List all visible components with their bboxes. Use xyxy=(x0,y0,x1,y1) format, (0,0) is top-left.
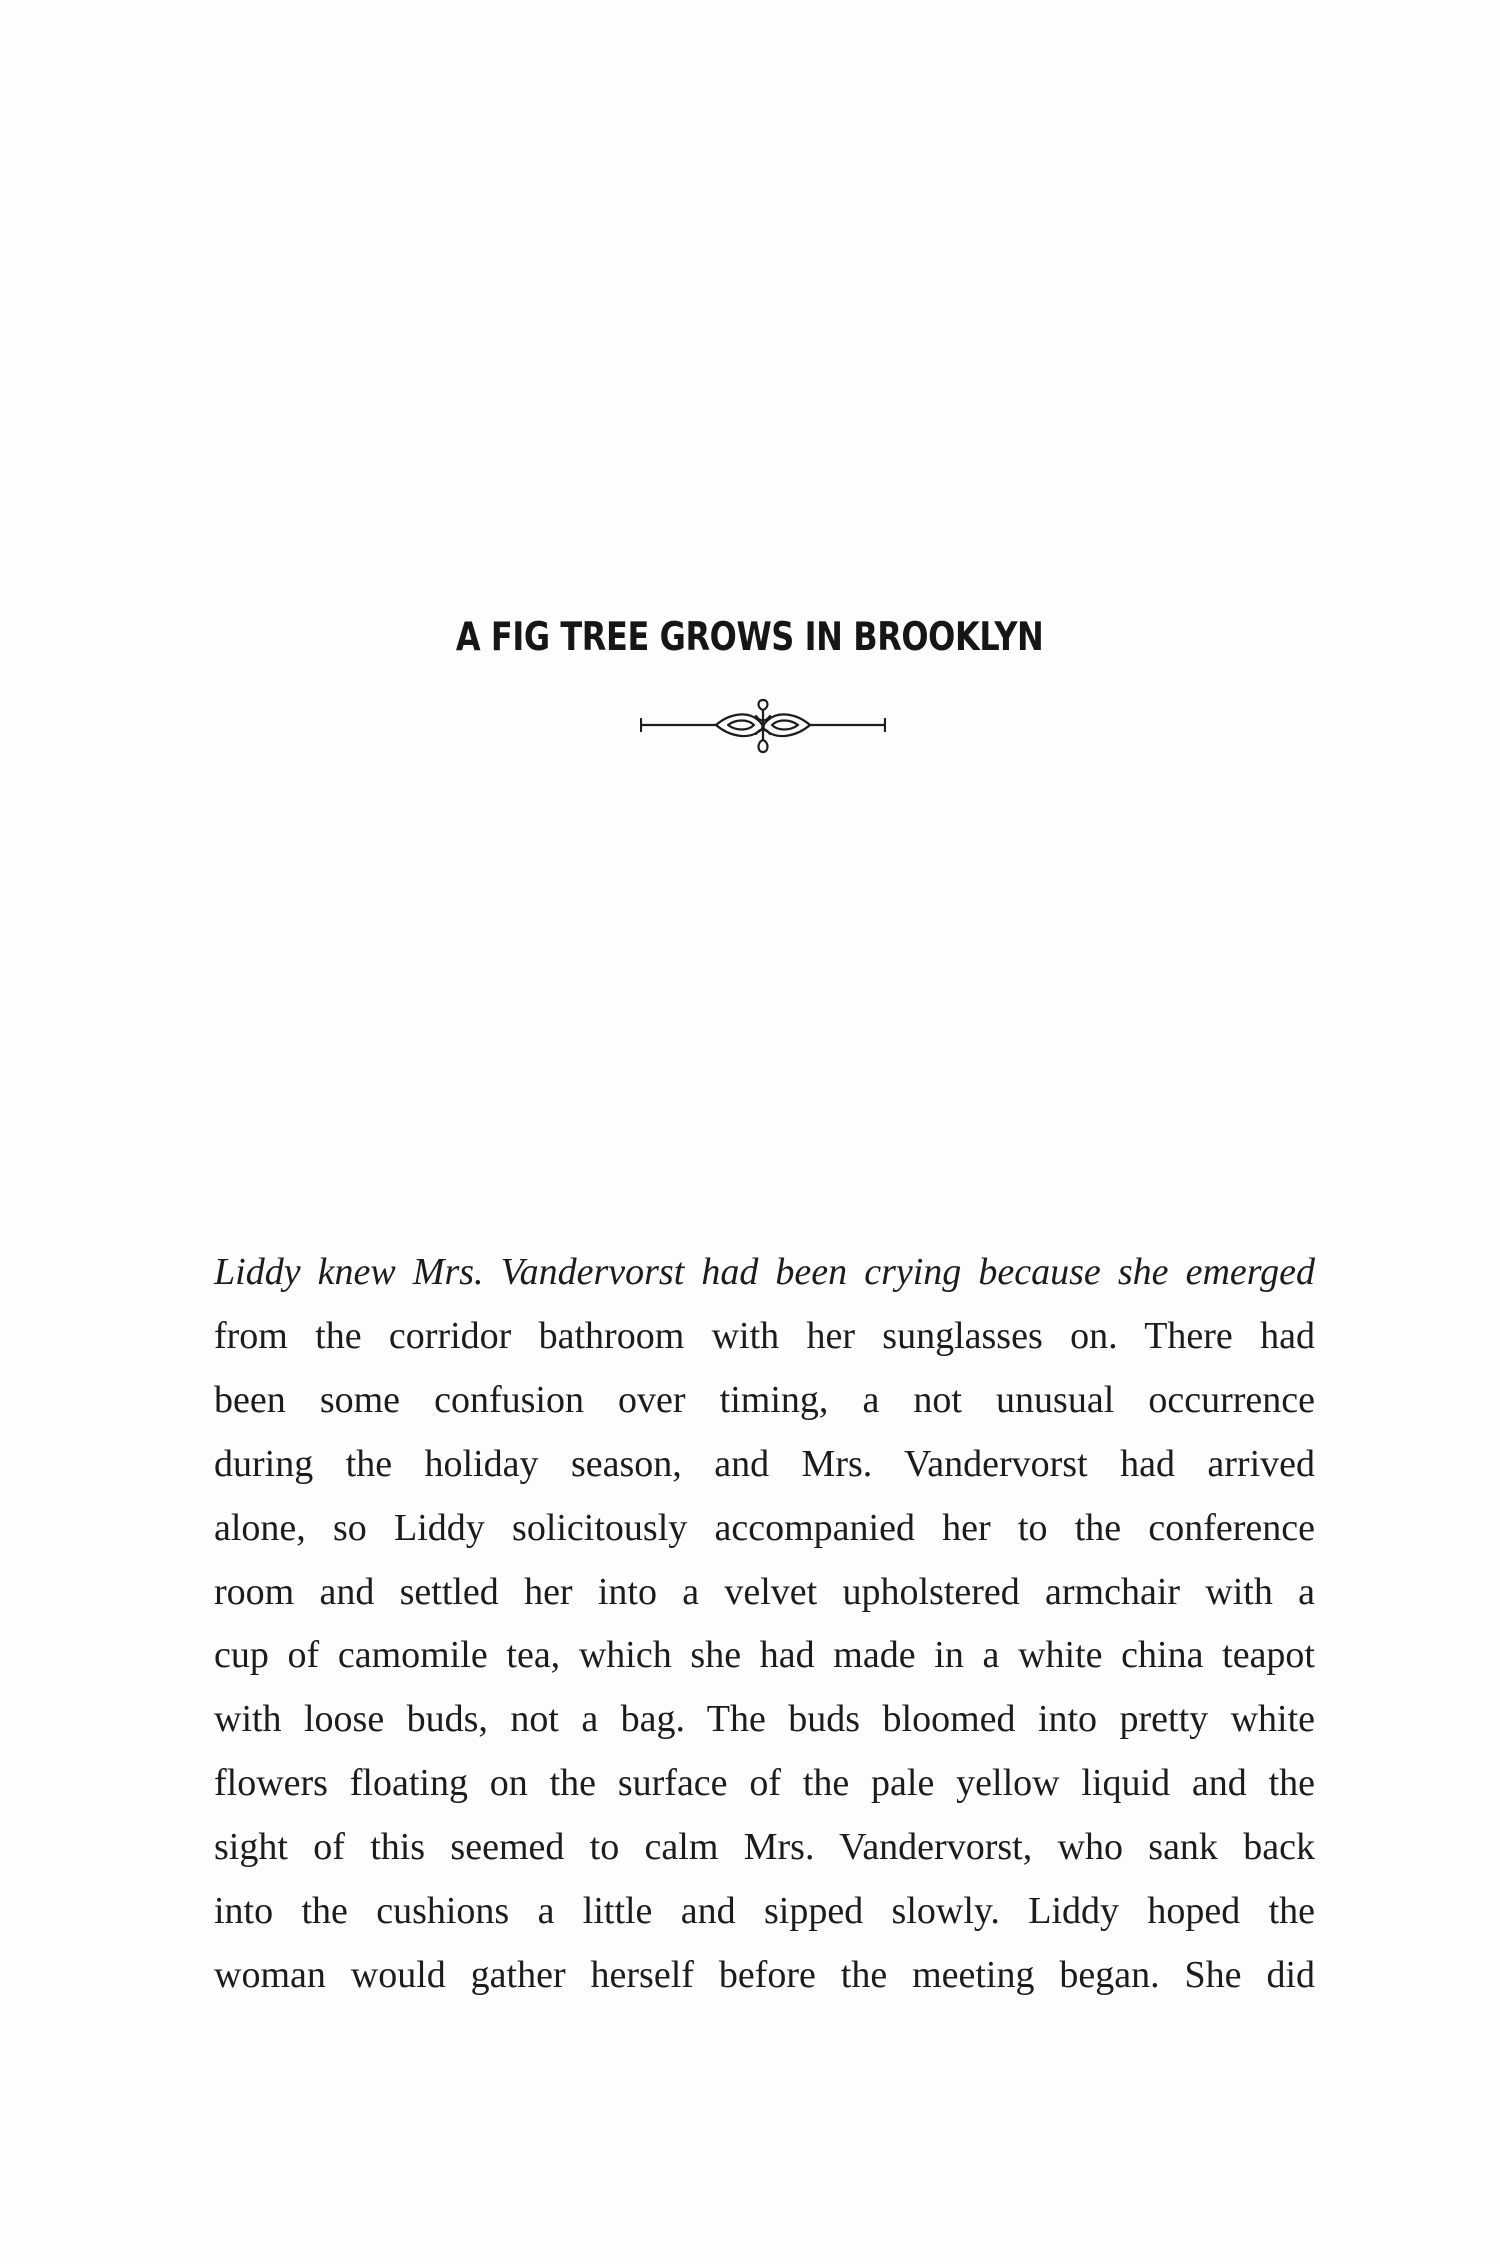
flourish-divider-icon xyxy=(640,696,886,756)
body-line: from the corridor bathroom with her sunglasses on. There had xyxy=(214,1314,1315,1357)
body-line: cup of camomile tea, which she had made in a white china teapot xyxy=(214,1634,1315,1677)
chapter-title: A FIG TREE GROWS IN BROOKLYN xyxy=(455,615,1044,660)
body-line: flowers floating on the surface of the pale yellow liquid and the xyxy=(214,1762,1315,1805)
body-line: during the holiday season, and Mrs. Vandervorst had arrived xyxy=(214,1442,1315,1485)
body-line: been some confusion over timing, a not unusual occurrence xyxy=(214,1378,1315,1421)
body-line: room and settled her into a velvet upholstered armchair with a xyxy=(214,1570,1315,1613)
body-line-lead-in: Liddy knew Mrs. Vandervorst had been crying because she emerged xyxy=(214,1251,1315,1293)
body-line: woman would gather herself before the meeting began. She did xyxy=(214,1953,1315,1996)
body-line: alone, so Liddy solicitously accompanied her to the conference xyxy=(214,1506,1315,1549)
body-line: into the cushions a little and sipped slowly. Liddy hoped the xyxy=(214,1890,1315,1933)
chapter-body xyxy=(214,1241,1315,2008)
body-line: with loose buds, not a bag. The buds bloomed into pretty white xyxy=(214,1698,1315,1741)
body-line: sight of this seemed to calm Mrs. Vandervorst, who sank back xyxy=(214,1826,1315,1869)
